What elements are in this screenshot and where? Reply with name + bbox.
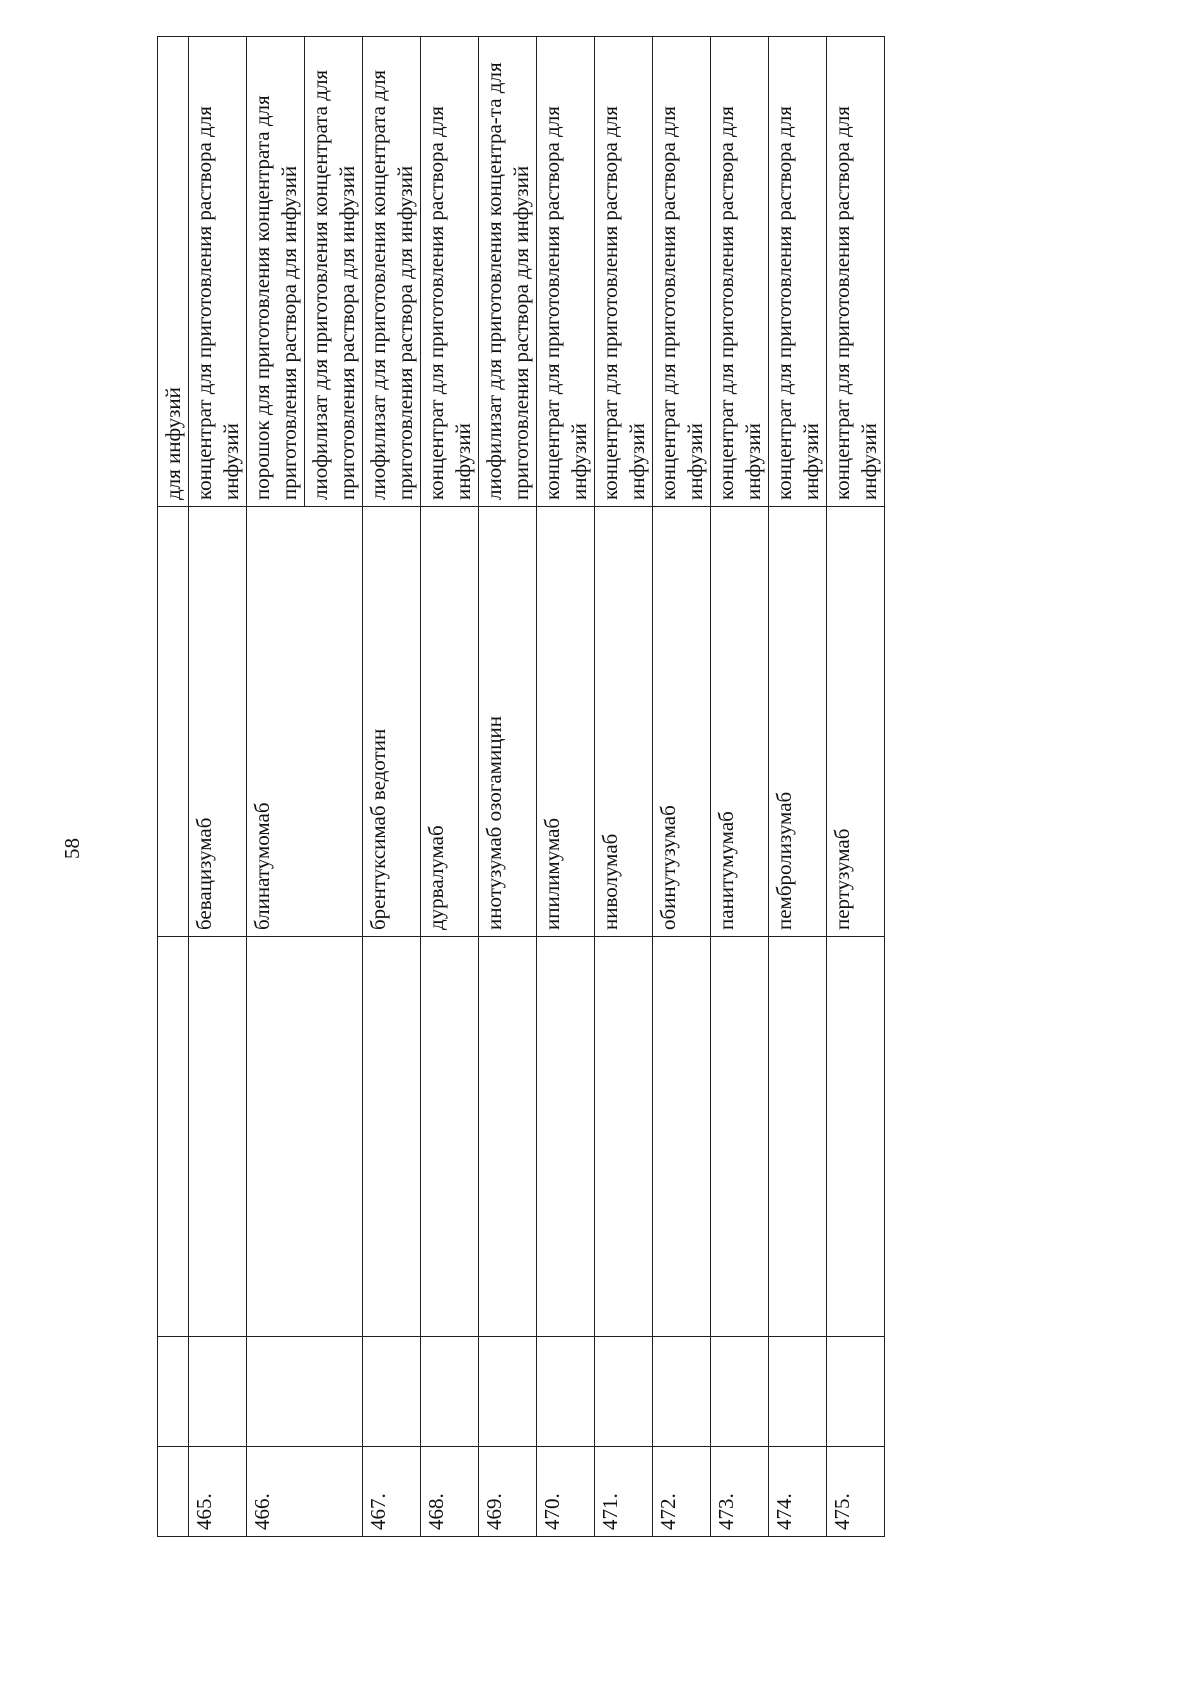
cell-name: брентуксимаб ведотин	[363, 507, 421, 937]
table-row	[479, 37, 537, 1537]
cell-code	[247, 1337, 363, 1447]
dosage-form-text: лиофилизат для приготовления концентрата для приготовления раствора для инфузий	[366, 69, 417, 500]
table-row	[769, 37, 827, 1537]
cell-name: панитумумаб	[711, 507, 769, 937]
cell-group	[769, 937, 827, 1337]
table-row	[421, 37, 479, 1537]
table-row	[363, 37, 421, 1537]
cell-number: 471.	[595, 1447, 653, 1537]
table-row	[189, 37, 247, 1537]
page-number: 58	[60, 838, 84, 859]
dosage-form-text: концентрат для приготовления раствора для инфузий	[598, 106, 649, 500]
cell-name: инотузумаб озогамицин	[479, 507, 537, 937]
cell-form	[827, 37, 885, 507]
cell-code	[479, 1337, 537, 1447]
cell-number: 465.	[189, 1447, 247, 1537]
cell-number: 467.	[363, 1447, 421, 1537]
cell-form	[653, 37, 711, 507]
cell-form	[479, 37, 537, 507]
cell-form	[769, 37, 827, 507]
cell-name: обинутузумаб	[653, 507, 711, 937]
cell-code	[537, 1337, 595, 1447]
table-row	[247, 37, 305, 1537]
cell-form	[189, 37, 247, 507]
cell-form	[305, 37, 363, 507]
dosage-form-text: концентрат для приготовления раствора для инфузий	[424, 106, 475, 500]
cell-form	[247, 37, 305, 507]
cell-group	[653, 937, 711, 1337]
cell-code	[158, 1337, 189, 1447]
table-body	[158, 37, 885, 1537]
cell-code	[595, 1337, 653, 1447]
cell-number: 475.	[827, 1447, 885, 1537]
cell-group	[479, 937, 537, 1337]
table-row	[827, 37, 885, 1537]
cell-group	[537, 937, 595, 1337]
cell-number: 469.	[479, 1447, 537, 1537]
cell-group	[189, 937, 247, 1337]
table-row	[595, 37, 653, 1537]
cell-number: 468.	[421, 1447, 479, 1537]
dosage-form-text: для инфузий	[161, 387, 185, 500]
cell-number: 474.	[769, 1447, 827, 1537]
cell-name: бевацизумаб	[189, 507, 247, 937]
cell-number: 470.	[537, 1447, 595, 1537]
cell-group	[247, 937, 363, 1337]
dosage-form-text: концентрат для приготовления раствора для инфузий	[830, 106, 881, 500]
cell-form	[711, 37, 769, 507]
cell-form	[158, 37, 189, 507]
dosage-form-text: концентрат для приготовления раствора для инфузий	[192, 106, 243, 500]
cell-code	[363, 1337, 421, 1447]
table-row	[653, 37, 711, 1537]
dosage-form-text: концентрат для приготовления раствора для инфузий	[656, 106, 707, 500]
cell-form	[537, 37, 595, 507]
cell-name: дурвалумаб	[421, 507, 479, 937]
table-row	[711, 37, 769, 1537]
cell-form	[421, 37, 479, 507]
cell-group	[595, 937, 653, 1337]
table-row	[537, 37, 595, 1537]
cell-number: 466.	[247, 1447, 363, 1537]
cell-name: ниволумаб	[595, 507, 653, 937]
cell-form	[595, 37, 653, 507]
cell-name: ипилимумаб	[537, 507, 595, 937]
cell-number: 473.	[711, 1447, 769, 1537]
cell-group	[711, 937, 769, 1337]
cell-form	[363, 37, 421, 507]
cell-number: 472.	[653, 1447, 711, 1537]
cell-code	[711, 1337, 769, 1447]
dosage-form-text: концентрат для приготовления раствора для инфузий	[540, 106, 591, 500]
cell-code	[653, 1337, 711, 1447]
dosage-form-text: лиофилизат для приготовления концентрата для приготовления раствора для инфузий	[308, 69, 359, 500]
cell-number	[158, 1447, 189, 1537]
cell-group	[363, 937, 421, 1337]
dosage-form-text: лиофилизат для приготовления концентра-та для приготовления раствора для инфузий	[482, 62, 533, 500]
cell-name: пембролизумаб	[769, 507, 827, 937]
medicines-table	[157, 36, 885, 1537]
cell-code	[189, 1337, 247, 1447]
dosage-form-text: концентрат для приготовления раствора для инфузий	[772, 106, 823, 500]
dosage-form-text: концентрат для приготовления раствора для инфузий	[714, 106, 765, 500]
cell-code	[421, 1337, 479, 1447]
table-row-continuation	[158, 37, 189, 1537]
cell-code	[827, 1337, 885, 1447]
cell-group	[827, 937, 885, 1337]
cell-group	[421, 937, 479, 1337]
dosage-form-text: порошок для приготовления концентрата для приготовления раствора для инфузий	[250, 95, 301, 500]
cell-name: блинатумомаб	[247, 507, 363, 937]
cell-code	[769, 1337, 827, 1447]
cell-group	[158, 937, 189, 1337]
cell-name: пертузумаб	[827, 507, 885, 937]
cell-name	[158, 507, 189, 937]
